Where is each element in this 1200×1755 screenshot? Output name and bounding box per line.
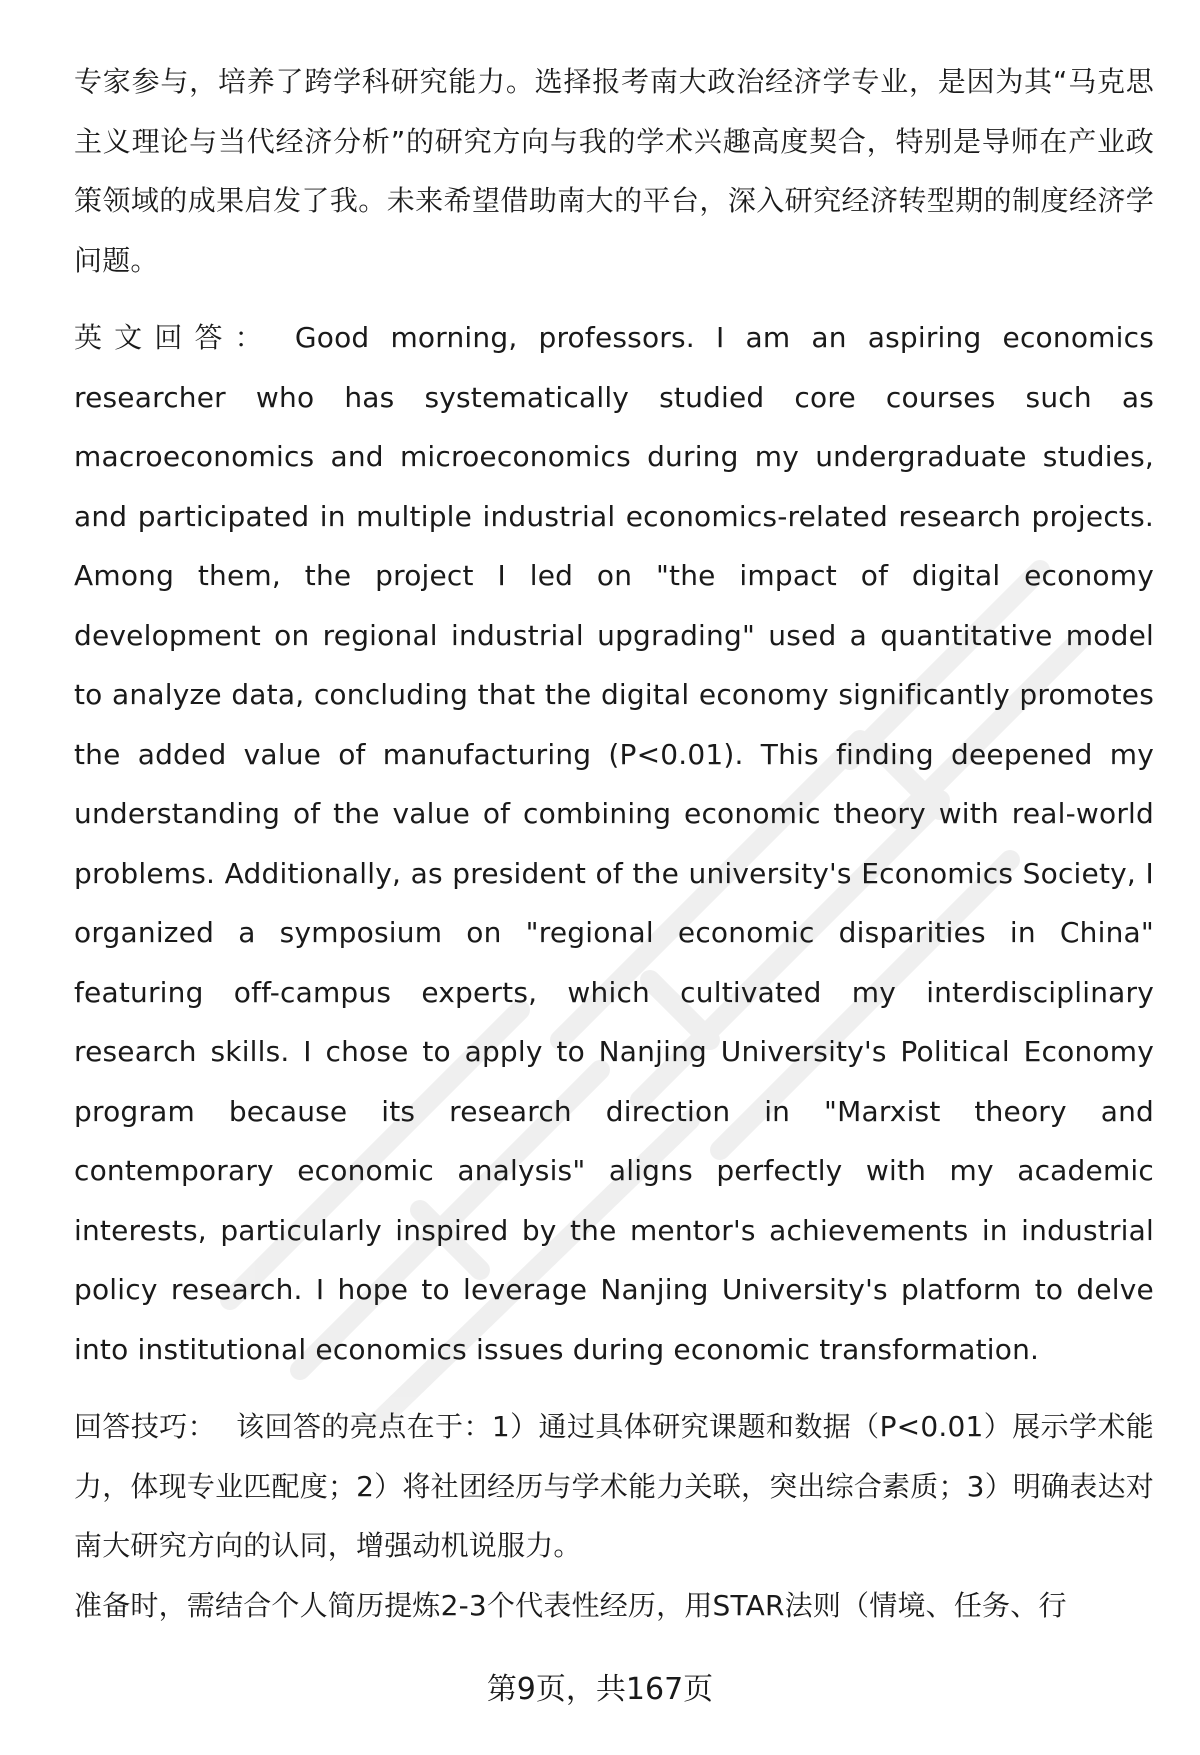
document-body (74, 52, 1154, 1635)
english-answer-text: Good morning, professors. I am an aspiring economics researcher who has systematically studied core courses such as macroeconomics and microeconomics during my undergraduate studies, and participated in multiple industrial economics-related research projects. Among them, the project I led on "the impact of digital economy development on regional industrial upgrading" used a quantitative model to analyze data, concluding that the digital economy significantly promotes the added value of manufacturing (P<0.01). This finding deepened my understanding of the value of combining economic theory with real-world problems. Additionally, as president of the university's Economics Society, I organized a symposium on "regional economic disparities in China" featuring off-campus experts, which cultivated my interdisciplinary research skills. I chose to apply to Nanjing University's Political Economy program because its research direction in "Marxist theory and contemporary economic analysis" aligns perfectly with my academic interests, particularly inspired by the mentor's achievements in industrial policy research. I hope to leverage Nanjing University's platform to delve into institutional economics issues during economic transformation. (74, 321, 1154, 1366)
page-number: 第9页，共167页 (486, 1672, 714, 1707)
tips-paragraph (74, 1397, 1154, 1576)
english-answer-paragraph (74, 308, 1154, 1379)
preparation-paragraph: 准备时，需结合个人简历提炼2-3个代表性经历，用STAR法则（情境、任务、行 (74, 1588, 1067, 1622)
intro-paragraph: 专家参与，培养了跨学科研究能力。选择报考南大政治经济学专业，是因为其“马克思主义理论与当代经济分析”的研究方向与我的学术兴趣高度契合，特别是导师在产业政策领域的成果启发了我。未来希望借助南大的平台，深入研究经济转型期的制度经济学问题。 (74, 65, 1154, 277)
english-answer-label: 英文回答： (74, 321, 275, 354)
tips-label: 回答技巧： (74, 1410, 217, 1443)
tips-text: 该回答的亮点在于：1）通过具体研究课题和数据（P<0.01）展示学术能力，体现专业匹配度；2）将社团经历与学术能力关联，突出综合素质；3）明确表达对南大研究方向的认同，增强动机说服力。 (74, 1410, 1154, 1562)
